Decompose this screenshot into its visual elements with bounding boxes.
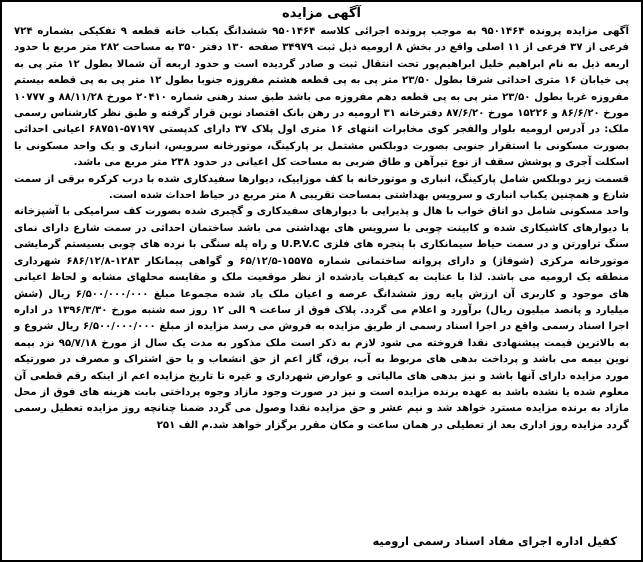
notice-paragraph-residential-unit: واحد مسکونی شامل دو اتاق خواب با هال و پذیرایی با دیوارهای سفیدکاری و گچبری شده بصورت کف سرامیکی با آشپزخانه با دیوارهای کاشیکاری شده و کابینت چوبی با سرویس های بهداشتی می باشد ساختمان احداثی در سمت شارع دارای نمای سنگ تراورتن و در سمت حیاط سیمانکاری با پنجره های فلزی U.P.V.C و راه پله سنگی با نرده های چوبی بسیستم گرمایشی موتورخانه مرکزی (شوفاژ) و دارای پروانه ساختمانی شماره ۱۵۵۷۵-۶۵/۱۲/۵ و گواهی پیمانکار ۱۲۸۳-۶۸۶/۱۲/۸ شهرداری منطقه یک ارومیه می باشد. لذا با عنایت به کیفیات یادشده از نظر موقعیت ملک و مقایسه محلهای مشابه و لحاظ اعیانی های موجود و کاربری آن ارزش پایه روز ششدانگ عرصه و اعیان ملک یاد شده مجموعا مبلغ ۶/۵۰۰/۰۰۰/۰۰۰ ریال (شش میلیارد و پانصد میلیون ریال) برآورد و اعلام می گردد. پلاک فوق از ساعت ۹ الی ۱۲ روز سه شنبه مورخ ۱۳۹۶/۳/۳۰ در اداره اجرا اسناد رسمی واقع در اجرا اسناد رسمی از طریق مزایده به فروش می رسد مزایده از مبلغ ۶/۵۰۰/۰۰۰/۰۰۰ ریال شروع و به بالاترین قیمت پیشنهادی نقدا فروخته می شود لازم به ذکر است ملک مذکور به مدت یک سال از مورخ ۹۵/۷/۱۸ نزد بیمه نوین بیمه می باشد و پرداخت بدهی های مربوط به آب، برق، گاز اعم از حق انشعاب و یا حق اشتراک و مصرف در صورتیکه مورد مزایده دارای آنها باشد و نیز بدهی های مالیاتی و عوارض شهرداری و غیره تا تاریخ مزایده اعم از اینکه رقم قطعی آن معلوم شده یا نشده باشد به عهده برنده مزایده است و نیز در صورت وجود مازاد وجوه پرداختی بابت هزینه های فوق از محل مازاد به برنده مزایده مسترد خواهد شد و نیم عشر و حق مزایده نقدا وصول می گردد ضمنا چنانچه روز مزایده تعطیل رسمی گردد مزایده روز اداری بعد از تعطیلی در همان ساعت و مکان مقرر برگزار خواهد شد.م الف ۲۵۱ (14, 206, 630, 431)
notice-paragraph-property: آگهی مزایده پرونده ۹۵۰۱۴۶۴ به موجب پرونده اجرائی کلاسه ۹۵۰۱۴۶۴ ششدانگ یکباب خانه قطعه ۹ تفکیکی بشماره ۷۲۴ فرعی از ۳۷ فرعی از ۱۱ اصلی واقع در بخش ۸ ارومیه ذیل ثبت ۳۴۹۷۹ صفحه ۱۳۰ دفتر ۳۵۰ به مساحت ۲۸۲ متر مربع با حدود اربعه ذیل به نام ابراهیم خلیل ابراهیم‌پور تحت انتقال ثبت و صادر گردیده است و حدود اربعه آن شمالا بطول ۱۲ متر پی به پی خیابان ۱۶ متری احداثی شرقا بطول ۲۳/۵۰ متر پی به پی قطعه هشتم مفروزه جنوبا بطول ۱۲ متر پی به پی قطعه بیستم مفروزه غربا بطول ۲۳/۵۰ متر پی به پی قطعه دهم مفروزه می باشد طبق سند رهنی شماره ۲۰۴۱۰ مورخ ۸۸/۱۱/۲۸ و ۱۰۷۷۷ مورخ ۸۶/۶/۲۰ و ۱۵۲۲۶ مورخ ۸۷/۶/۲۰ دفترخانه ۳۱ ارومیه در رهن بانک اقتصاد نوین قرار گرفته و طبق نظر کارشناس رسمی ملک: در آدرس ارومیه بلوار والفجر کوی مخابرات انتهای ۱۶ متری اول پلاک ۳۷ دارای کدپستی ۵۷۱۹۷-۶۸۷۵۱ اعیانی احداثی بصورت مسکونی با استقرار جنوبی بصورت دوبلکس مشتمل بر پارکینگ، موتورخانه سرویس، انباری و یک واحد مسکونی با اسکلت آجری و پوشش سقف از نوع تیرآهن و طاق ضربی به مساحت کل اعیانی در حدود ۲۳۸ متر مربع می باشد. (14, 26, 630, 169)
notice-signature: کفیل اداره اجرای مفاد اسناد رسمی ارومیه (372, 534, 617, 548)
notice-body (14, 24, 629, 434)
notice-paragraph-basement: قسمت زیر دوبلکس شامل پارکینگ، انباری و موتورخانه با کف موزاییک، دیوارها سفیدکاری شده با درب کرکره برقی از سمت شارع و همچنین یکباب انباری و سرویس بهداشتی بمساحت تقریبی ۸ متر مربع در حیاط احداث شده است. (14, 173, 629, 202)
notice-title: آگهی مزایده (282, 6, 361, 21)
